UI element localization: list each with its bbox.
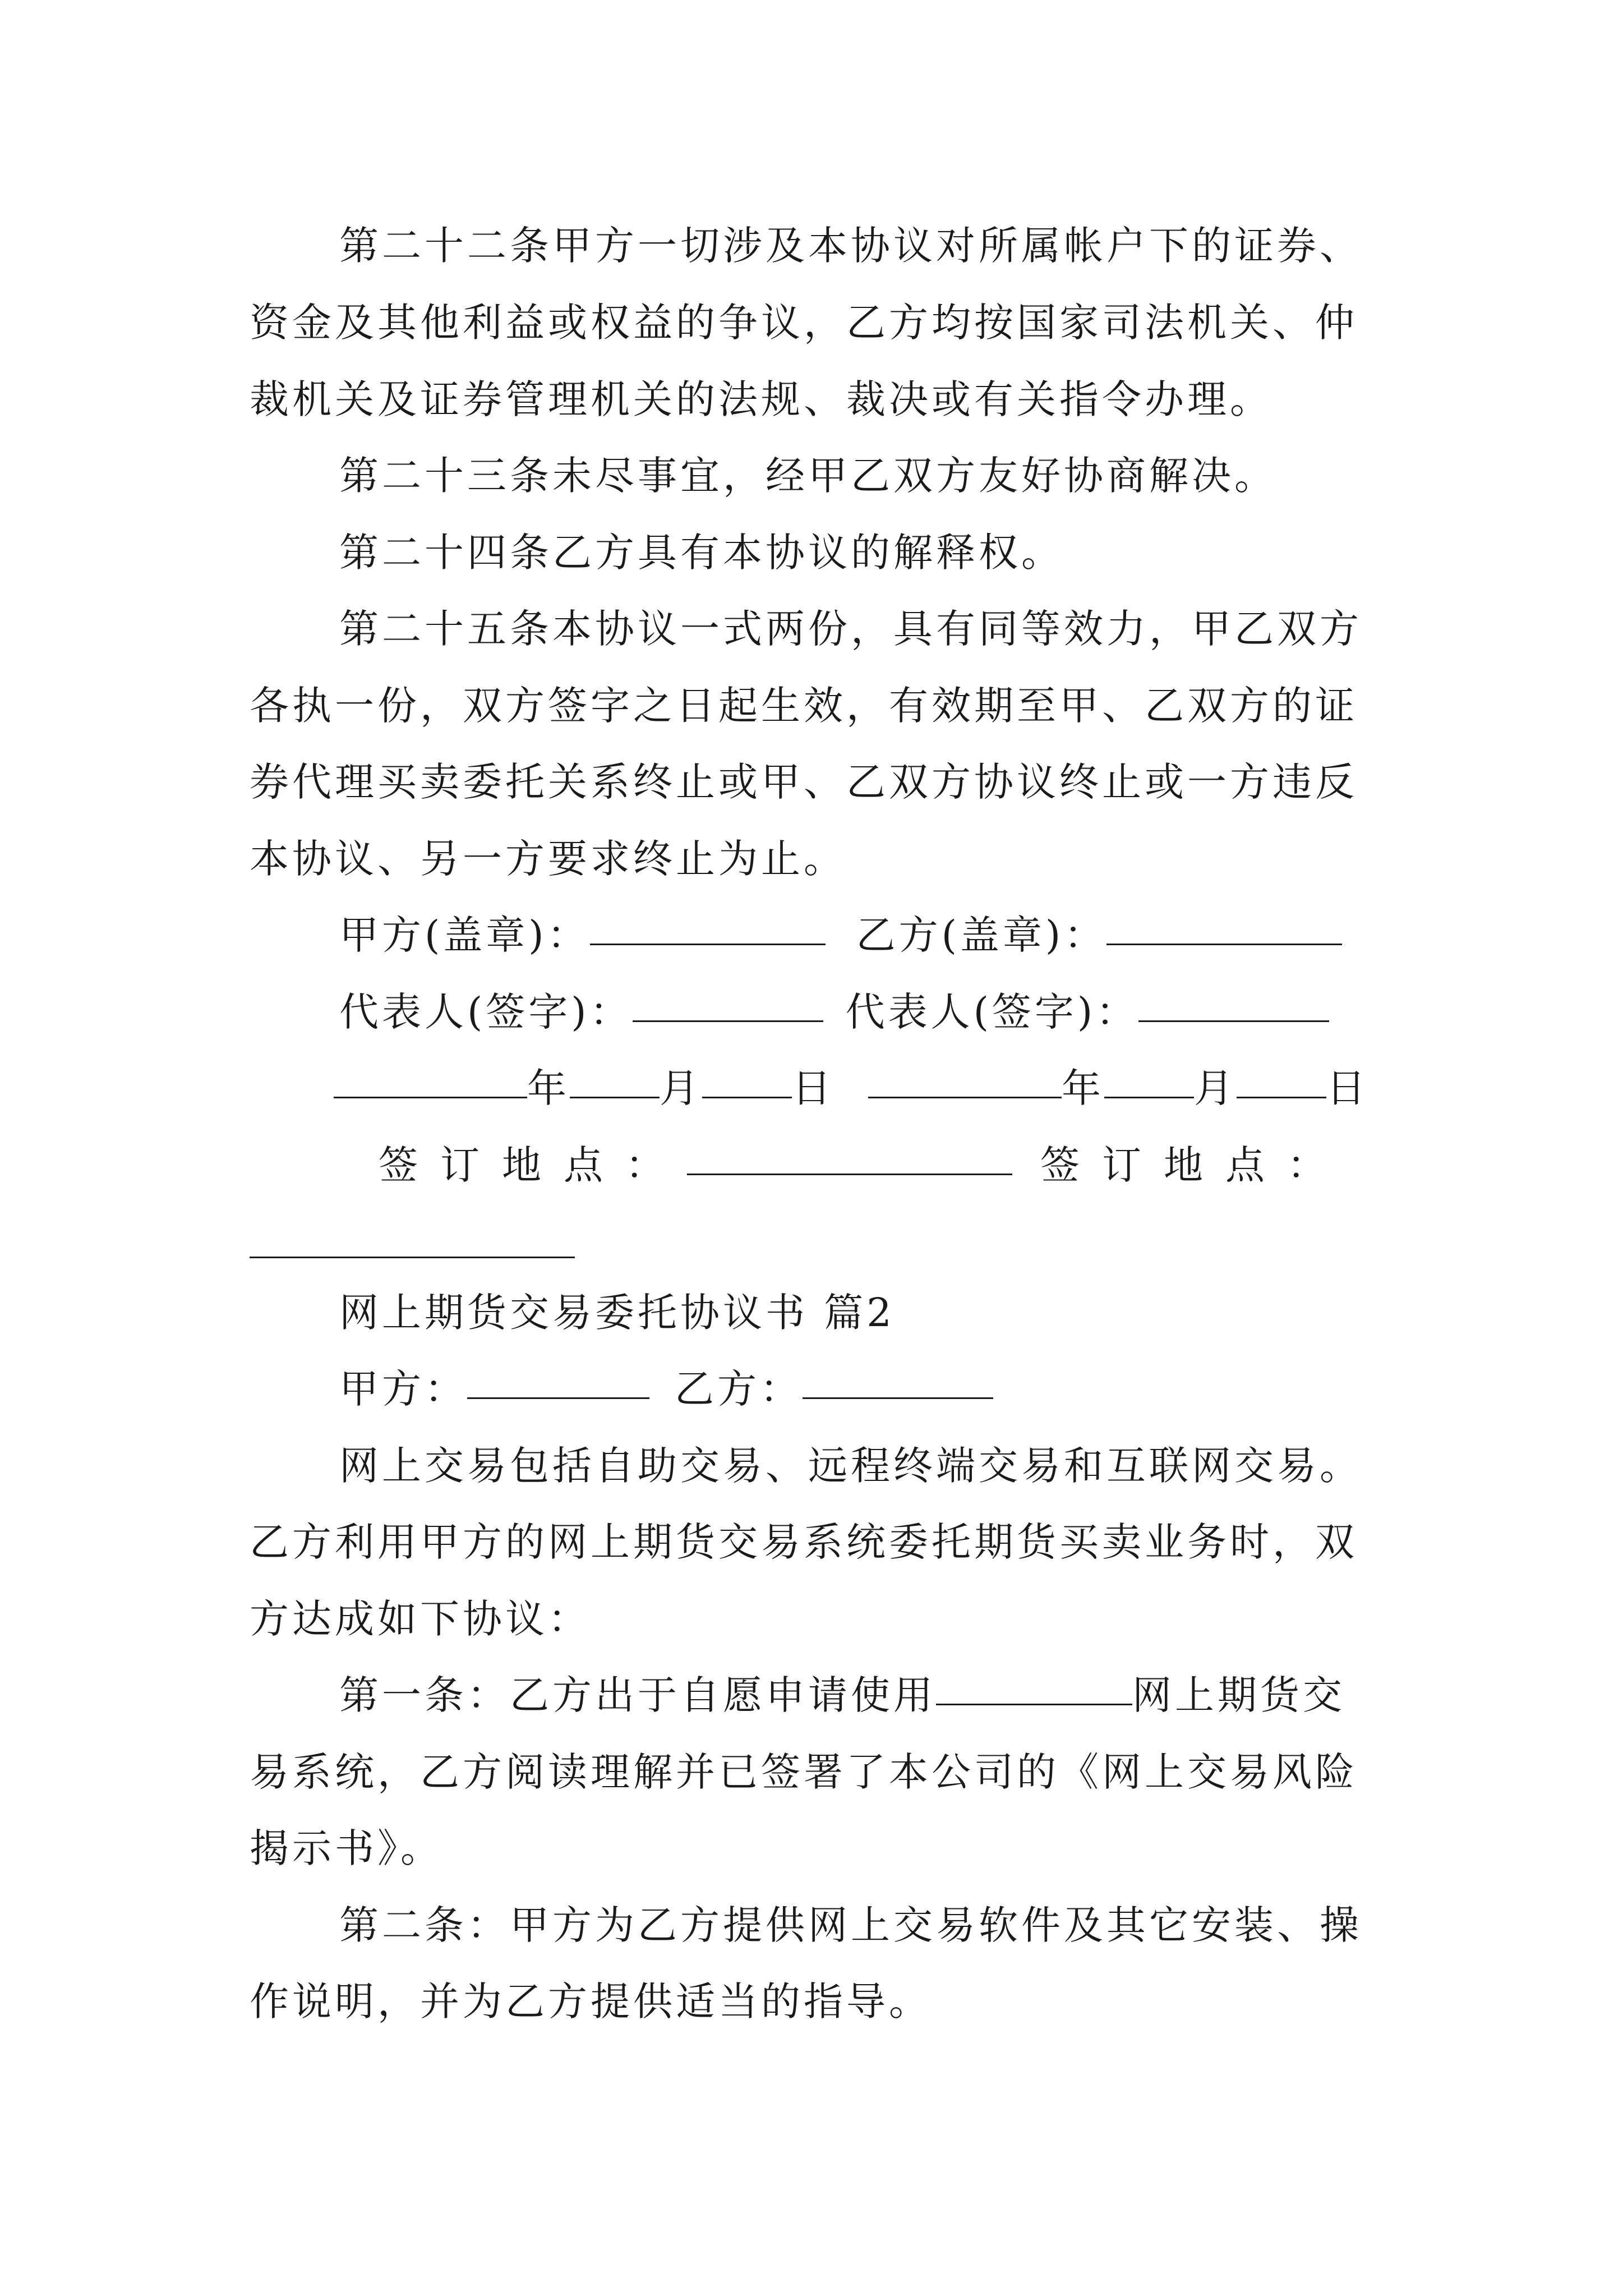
section-2-parties: [339, 1361, 1483, 1417]
section-2-party-a-blank[interactable]: [467, 1397, 649, 1399]
article-25-line-2: 各执一份，双方签字之日起生效，有效期至甲、乙双方的证: [250, 683, 1358, 729]
year-a-blank[interactable]: [334, 1097, 527, 1098]
intro-line-1: 网上交易包括自助交易、远程终端交易和互联网交易。: [339, 1443, 1362, 1489]
place-a-label: 签订地点：: [379, 1142, 687, 1188]
article-1-line-2: 易系统，乙方阅读理解并已签署了本公司的《网上交易风险: [250, 1749, 1358, 1795]
article-24: 第二十四条乙方具有本协议的解释权。: [339, 530, 1064, 576]
article-23: 第二十三条未尽事宜，经甲乙双方友好协商解决。: [339, 453, 1277, 499]
intro-line-2: 乙方利用甲方的网上期货交易系统委托期货买卖业务时，双: [250, 1519, 1358, 1565]
place-a-blank[interactable]: [687, 1174, 1012, 1175]
place-b-label: 签订地点：: [1040, 1142, 1349, 1188]
article-2-line-1: 第二条：甲方为乙方提供网上交易软件及其它安装、操: [339, 1902, 1362, 1948]
place-b-blank[interactable]: [250, 1257, 575, 1258]
rep-a-blank[interactable]: [633, 1020, 823, 1022]
party-b-seal-label: 乙方(盖章)：: [856, 912, 1107, 958]
signing-place-line: [379, 1137, 1523, 1193]
section-2-party-a-label: 甲方：: [339, 1366, 467, 1412]
section-2-party-b-blank[interactable]: [803, 1397, 993, 1399]
rep-b-blank[interactable]: [1138, 1020, 1329, 1022]
day-a-blank[interactable]: [702, 1097, 792, 1098]
article-2-line-2: 作说明，并为乙方提供适当的指导。: [250, 1978, 932, 2024]
article-25-line-3: 券代理买卖委托关系终止或甲、乙双方协议终止或一方违反: [250, 759, 1358, 805]
article-25-line-4: 本协议、另一方要求终止为止。: [250, 836, 846, 882]
rep-a-label: 代表人(签字)：: [339, 989, 633, 1035]
day-b-blank[interactable]: [1237, 1097, 1326, 1098]
article-1-line-1: [339, 1667, 1483, 1723]
party-a-seal-blank[interactable]: [590, 944, 826, 945]
party-a-seal-label: 甲方(盖章)：: [339, 912, 590, 958]
rep-b-label: 代表人(签字)：: [845, 989, 1139, 1035]
intro-line-3: 方达成如下协议：: [250, 1596, 591, 1642]
article-25-line-1: 第二十五条本协议一式两份，具有同等效力，甲乙双方: [339, 606, 1362, 652]
representative-line: [339, 984, 1483, 1040]
article-1-text-a: 第一条：乙方出于自愿申请使用: [339, 1672, 936, 1718]
day-a-label: 日: [792, 1065, 834, 1111]
section-2-party-b-label: 乙方：: [675, 1366, 803, 1412]
day-b-label: 日: [1326, 1065, 1369, 1111]
month-b-label: 月: [1194, 1065, 1237, 1111]
party-b-seal-blank[interactable]: [1106, 944, 1342, 945]
article-22-line-1: 第二十二条甲方一切涉及本协议对所属帐户下的证券、: [339, 223, 1362, 269]
section-2-title: 网上期货交易委托协议书 篇2: [339, 1290, 895, 1336]
year-b-blank[interactable]: [868, 1097, 1062, 1098]
seal-line: [339, 907, 1483, 963]
month-a-blank[interactable]: [570, 1097, 660, 1098]
article-1-line-3: 揭示书》。: [250, 1825, 443, 1871]
article-22-line-3: 裁机关及证券管理机关的法规、裁决或有关指令办理。: [250, 376, 1272, 422]
year-a-label: 年: [527, 1065, 570, 1111]
date-line: [334, 1060, 1478, 1116]
article-1-blank[interactable]: [936, 1704, 1132, 1705]
article-1-text-b: 网上期货交: [1132, 1672, 1345, 1718]
article-22-line-2: 资金及其他利益或权益的争议，乙方均按国家司法机关、仲: [250, 300, 1358, 346]
month-a-label: 月: [660, 1065, 702, 1111]
year-b-label: 年: [1062, 1065, 1104, 1111]
month-b-blank[interactable]: [1104, 1097, 1194, 1098]
